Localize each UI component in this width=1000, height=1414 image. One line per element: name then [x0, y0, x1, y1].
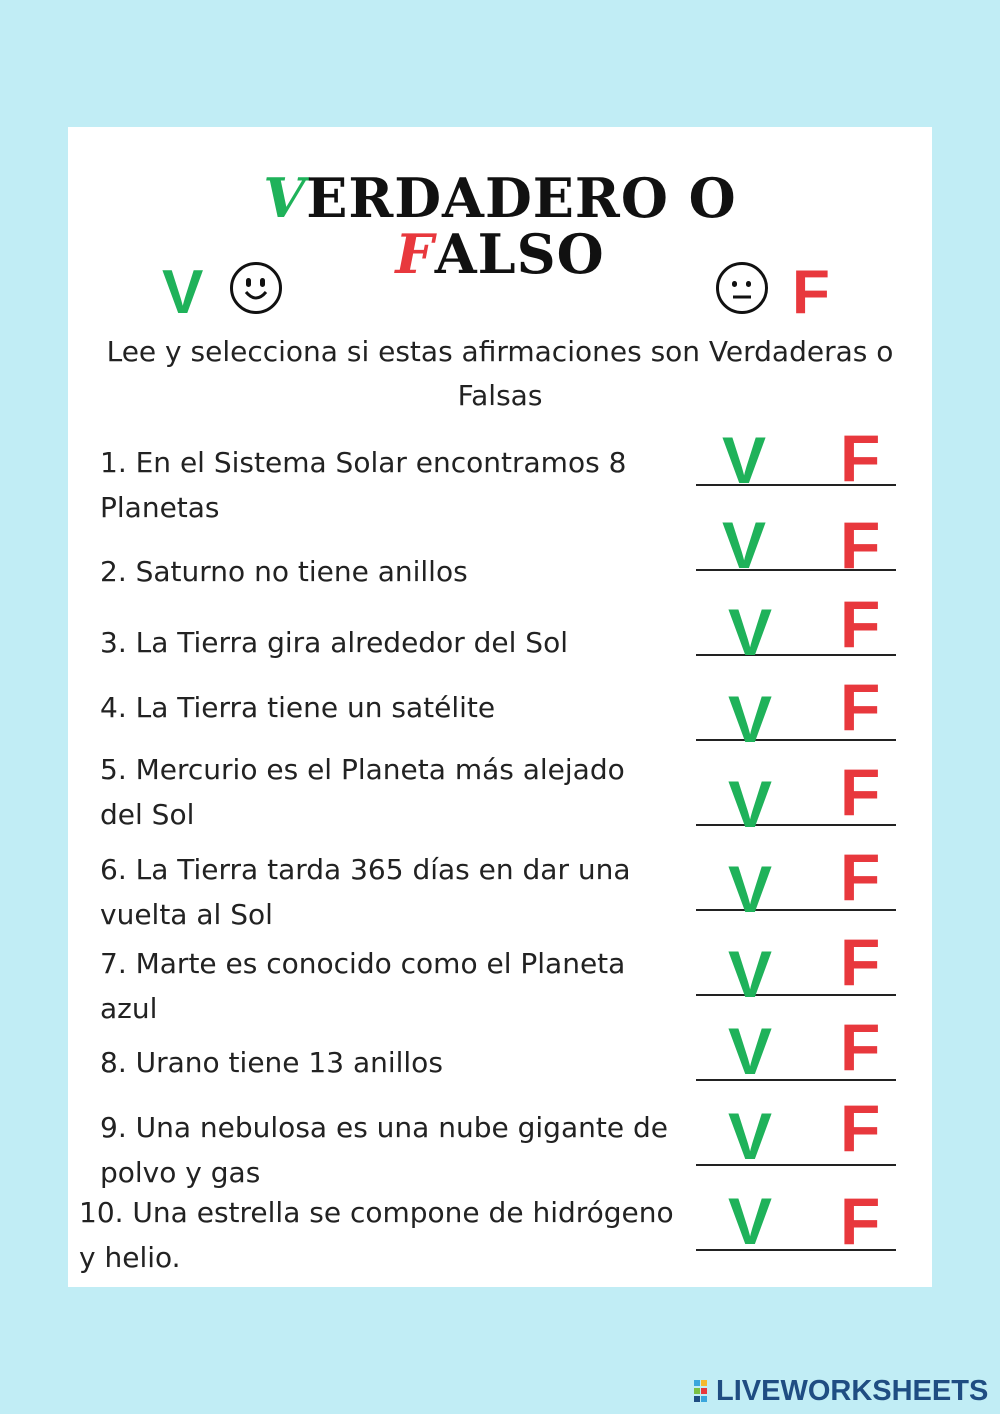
- option-true-1[interactable]: V: [722, 423, 767, 497]
- title-line-2: [0, 222, 1000, 286]
- neutral-face-icon: [716, 262, 768, 314]
- answer-slot-7: [696, 925, 896, 1011]
- question-5: 5. Mercurio es el Planeta más alejado del Sol: [100, 753, 625, 831]
- option-false-5[interactable]: F: [840, 755, 881, 829]
- option-false-3[interactable]: F: [840, 587, 881, 661]
- option-true-7[interactable]: V: [728, 937, 773, 1011]
- question-6: 6. La Tierra tarda 365 días en dar una vuelta al Sol: [100, 853, 631, 931]
- option-true-6[interactable]: V: [728, 852, 773, 926]
- answer-slot-9: [696, 1091, 896, 1173]
- title-line-1-rest: ERDADERO O: [306, 166, 737, 230]
- answer-slot-6: [696, 840, 896, 926]
- option-false-6[interactable]: F: [840, 840, 881, 914]
- option-false-10[interactable]: F: [840, 1184, 881, 1258]
- question-7: 7. Marte es conocido como el Planeta azul: [100, 947, 626, 1025]
- question-8: 8. Urano tiene 13 anillos: [100, 1046, 443, 1079]
- question-2: 2. Saturno no tiene anillos: [100, 555, 468, 588]
- option-true-4[interactable]: V: [728, 682, 773, 756]
- question-10: 10. Una estrella se compone de hidrógeno y helio.: [79, 1196, 674, 1274]
- title-line-1: [0, 166, 1000, 230]
- liveworksheets-logo-text: LIVEWORKSHEETS: [716, 1375, 989, 1407]
- question-4: 4. La Tierra tiene un satélite: [100, 691, 496, 724]
- option-false-1[interactable]: F: [840, 421, 881, 495]
- option-true-10[interactable]: V: [728, 1184, 773, 1258]
- legend-false-letter: F: [792, 258, 830, 327]
- option-false-7[interactable]: F: [840, 925, 881, 999]
- question-1: 1. En el Sistema Solar encontramos 8 Planetas: [100, 446, 627, 524]
- option-true-8[interactable]: V: [728, 1014, 773, 1088]
- answer-slot-2: [696, 508, 896, 582]
- answer-slot-8: [696, 1010, 896, 1088]
- option-false-8[interactable]: F: [840, 1010, 881, 1084]
- question-3: 3. La Tierra gira alrededor del Sol: [100, 626, 568, 659]
- title-cap-f: F: [395, 222, 435, 286]
- answer-slot-5: [696, 755, 896, 841]
- instructions: Lee y selecciona si estas afirmaciones son Verdaderas o Falsas: [106, 335, 894, 412]
- option-true-5[interactable]: V: [728, 767, 773, 841]
- option-false-9[interactable]: F: [840, 1091, 881, 1165]
- smiley-face-icon: [230, 262, 282, 314]
- option-false-2[interactable]: F: [840, 508, 881, 582]
- legend-true-letter: V: [162, 258, 204, 327]
- option-true-3[interactable]: V: [728, 595, 773, 669]
- answer-slot-1: [696, 421, 896, 497]
- title-line-2-rest: ALSO: [434, 222, 605, 286]
- option-true-2[interactable]: V: [722, 508, 767, 582]
- title-cap-v: V: [263, 166, 307, 230]
- answer-slot-10: [696, 1184, 896, 1258]
- question-9: 9. Una nebulosa es una nube gigante de polvo y gas: [100, 1111, 668, 1189]
- option-false-4[interactable]: F: [840, 670, 881, 744]
- answer-slot-4: [696, 670, 896, 756]
- option-true-9[interactable]: V: [728, 1099, 773, 1173]
- answer-slot-3: [696, 587, 896, 669]
- liveworksheets-logo-icon: [693, 1379, 715, 1403]
